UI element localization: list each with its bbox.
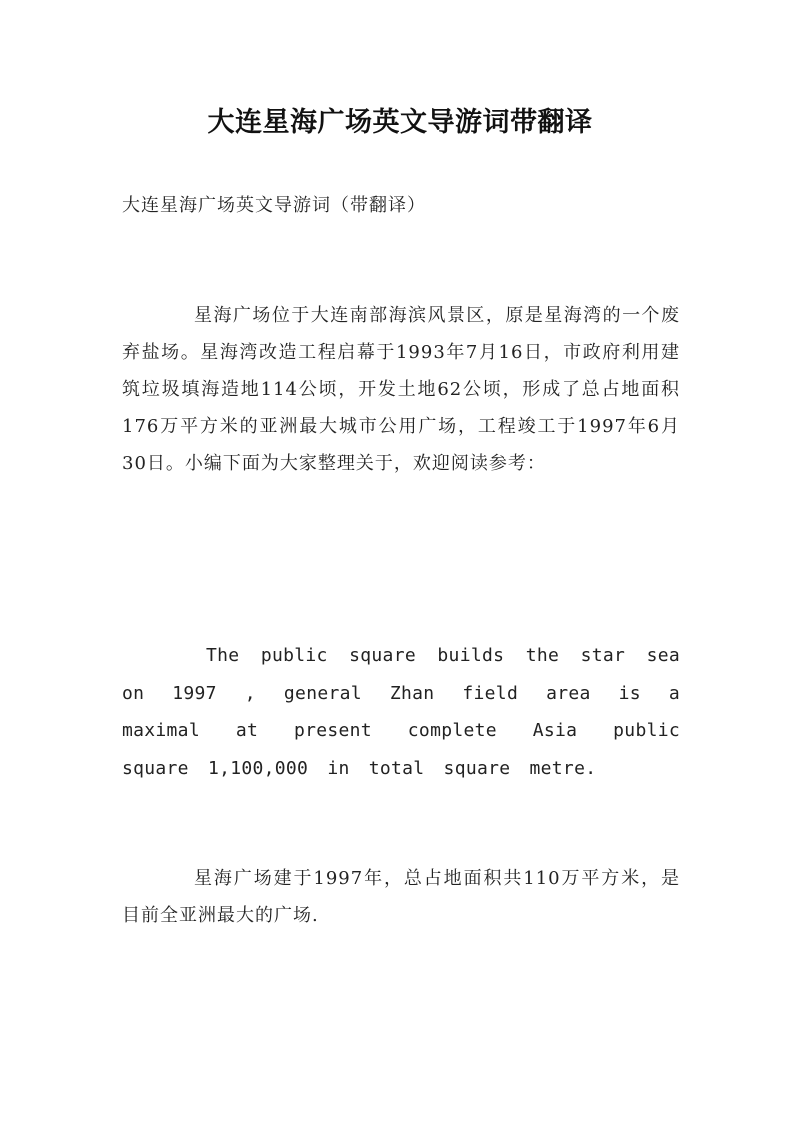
paragraph-translation-chinese: 星海广场建于1997年，总占地面积共110万平方米，是目前全亚洲最大的广场. [122, 868, 680, 926]
document-title: 大连星海广场英文导游词带翻译 [207, 107, 593, 138]
paragraph-english: The public square builds the star sea on 1997 , general Zhan field area is a maximal at present complete Asia public square 1,100,000 in total square metre. [122, 645, 680, 779]
document-subtitle: 大连星海广场英文导游词（带翻译） [122, 195, 426, 216]
paragraph-intro-chinese: 星海广场位于大连南部海滨风景区，原是星海湾的一个废弃盐场。星海湾改造工程启幕于1993年7月16日，市政府利用建筑垃圾填海造地114公顷，开发土地62公顷，形成了总占地面积176万平方米的亚洲最大城市公用广场，工程竣工于1997年6月30日。小编下面为大家整理关于，欢迎阅读参考： [122, 305, 680, 474]
